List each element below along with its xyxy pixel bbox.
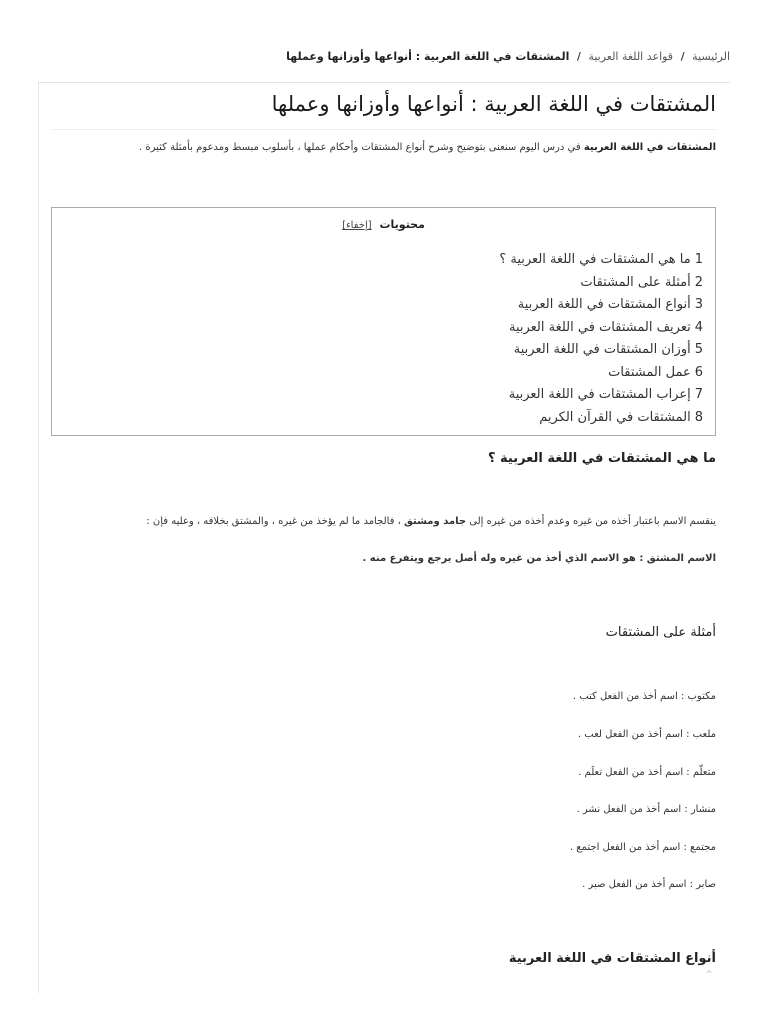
toc-item-label: أنواع المشتقات في اللغة العربية (517, 297, 691, 312)
toc-item-number: 5 (694, 342, 703, 357)
example-item: ملعب : اسم أخذ من الفعل لعب . (577, 729, 716, 740)
toc-item-label: تعريف المشتقات في اللغة العربية (508, 319, 691, 335)
toc-item-number: 8 (694, 409, 703, 425)
intro-bold-term: المشتقات في اللغة العربية (583, 141, 716, 153)
section-heading-types: أنواع المشتقات في اللغة العربية (508, 951, 716, 966)
table-of-contents (51, 207, 716, 436)
article-header (52, 83, 716, 166)
toc-item-label: أوزان المشتقات في اللغة العربية (513, 342, 691, 357)
section-what-paragraph (52, 516, 716, 527)
toc-item-number: 4 (694, 319, 703, 335)
toc-list (52, 249, 715, 429)
toc-item[interactable] (52, 272, 703, 295)
toc-item[interactable] (52, 362, 703, 385)
content-left-border (38, 83, 39, 993)
toc-item-label: ما هي المشتقات في اللغة العربية ؟ (499, 252, 691, 267)
section-heading-what: ما هي المشتقات في اللغة العربية ؟ (487, 451, 716, 466)
example-item: مجتمع : اسم أخذ من الفعل اجتمع . (569, 842, 716, 853)
toc-hide-toggle[interactable]: [إخفاء] (342, 220, 372, 231)
intro-text: في درس اليوم سنعنى بتوضيح وشرح أنواع المشتقات وأحكام عملها ، بأسلوب مبسط ومدعوم بأمثلة كثيرة . (139, 141, 584, 153)
breadcrumb-home-link[interactable]: الرئيسية (692, 50, 730, 63)
toc-item-number: 1 (694, 252, 703, 267)
toc-item-number: 3 (694, 297, 703, 312)
toc-item[interactable] (52, 384, 703, 407)
chevron-up-icon[interactable]: ⌃ (703, 968, 715, 982)
breadcrumb-separator: / (680, 50, 685, 63)
toc-item[interactable] (52, 339, 703, 362)
toc-item-label: المشتقات في القرآن الكريم (539, 409, 691, 425)
example-item: متعلّم : اسم أخذ من الفعل تعلَم . (578, 767, 716, 778)
toc-item-label: عمل المشتقات (608, 364, 691, 380)
toc-item-number: 6 (694, 364, 703, 380)
toc-title: محتويات (379, 218, 425, 231)
toc-item-number: 7 (694, 387, 703, 402)
toc-item[interactable] (52, 407, 703, 430)
toc-item[interactable] (52, 249, 703, 272)
paragraph-text: ينقسم الاسم باعتبار أخذه من غيره وعدم أخذه من غيره إلى (466, 516, 716, 527)
toc-item-label: إعراب المشتقات في اللغة العربية (508, 387, 691, 402)
section-heading-examples: أمثلة على المشتقات (605, 625, 716, 640)
example-item: صابر : اسم أخذ من الفعل صبر . (582, 879, 716, 890)
breadcrumb-separator: / (576, 50, 581, 63)
breadcrumb-current: المشتقات في اللغة العربية : أنواعها وأوزانها وعملها (286, 50, 570, 63)
toc-header (52, 218, 715, 231)
toc-item-number: 2 (694, 274, 703, 290)
example-item: منشار : اسم أخذ من الفعل نشر . (576, 804, 716, 815)
paragraph-text: ، فالجامد ما لم يؤخذ من غيره ، والمشتق بخلافه ، وعليه فإن : (146, 516, 405, 527)
article-intro (52, 140, 716, 156)
toc-item[interactable] (52, 317, 703, 340)
page-title: المشتقات في اللغة العربية : أنواعها وأوزانها وعملها (52, 89, 716, 130)
breadcrumb-category-link[interactable]: قواعد اللغة العربية (588, 50, 674, 63)
toc-item[interactable] (52, 294, 703, 317)
toc-item-label: أمثلة على المشتقات (580, 274, 691, 290)
example-item: مكتوب : اسم أخذ من الفعل كتب . (572, 691, 716, 702)
breadcrumb (38, 50, 730, 63)
paragraph-bold-term: جامد ومشتق (404, 516, 467, 527)
section-what-definition: الاسم المشتق : هو الاسم الذي أخذ من غيره وله أصل يرجع ويتفرع منه . (362, 553, 716, 564)
